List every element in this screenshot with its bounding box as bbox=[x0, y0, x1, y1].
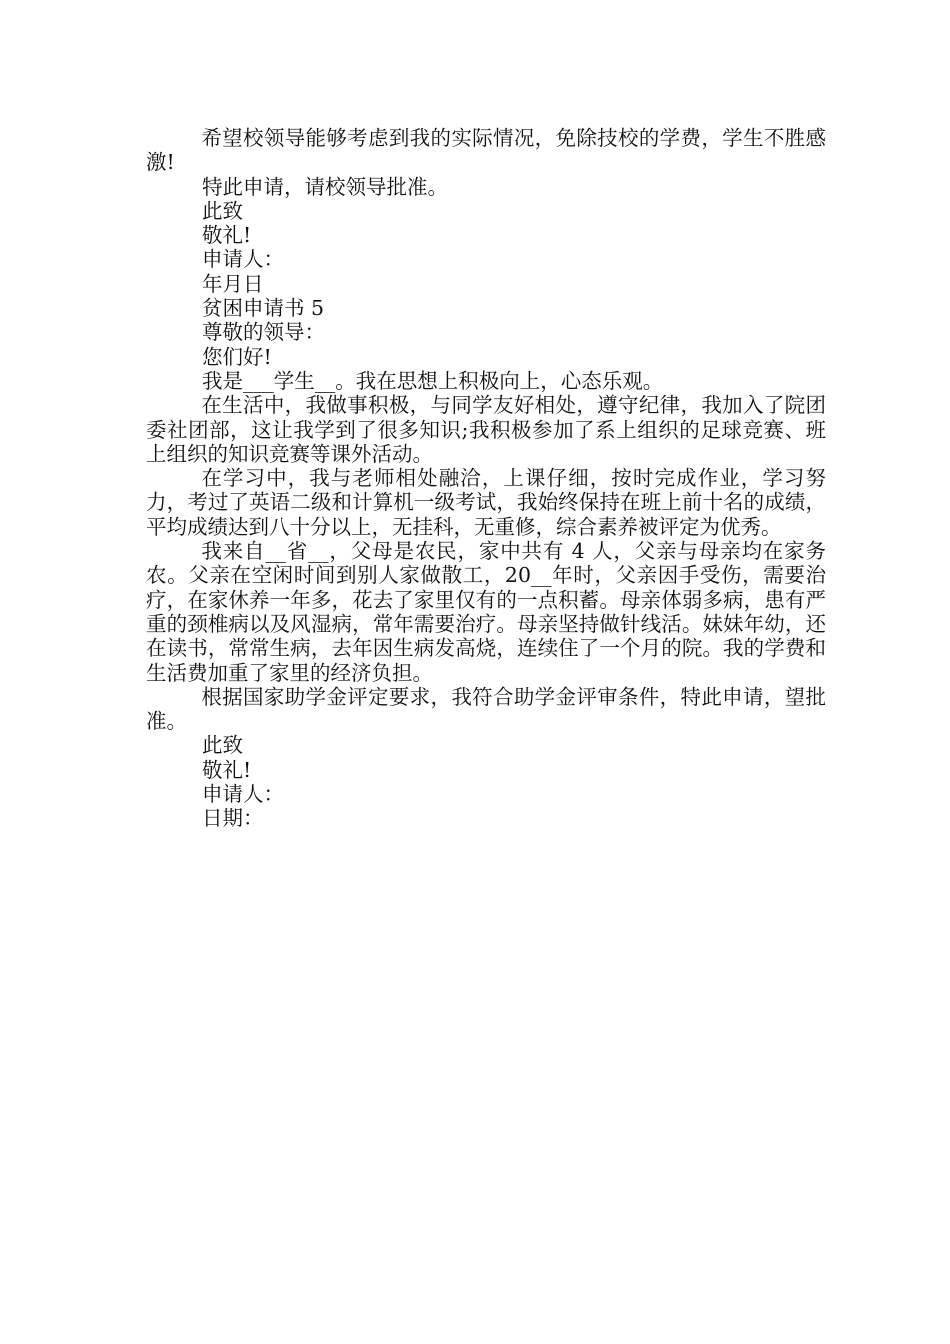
paragraph-study: 在学习中，我与老师相处融洽，上课仔细，按时完成作业，学习努力，考过了英语二级和计算机一级考试，我始终保持在班上前十名的成绩，平均成绩达到八十分以上，无挂科，无重修，综合素养被评定为优秀。 bbox=[146, 466, 826, 539]
line-request-approval: 特此申请，请校领导批准。 bbox=[202, 174, 448, 199]
line-applicant-2: 申请人： bbox=[202, 782, 284, 807]
line-closing-cizhi-2: 此致 bbox=[202, 733, 243, 758]
line-date: 日期： bbox=[202, 806, 264, 831]
line-date-placeholder: 年月日 bbox=[202, 271, 264, 296]
section-heading: 贫困申请书 5 bbox=[202, 296, 325, 321]
line-salutation: 尊敬的领导： bbox=[202, 320, 325, 345]
paragraph-life: 在生活中，我做事积极，与同学友好相处，遵守纪律，我加入了院团委社团部，这让我学到了很多知识;我积极参加了系上组织的足球竞赛、班上组织的知识竞赛等课外活动。 bbox=[146, 393, 826, 466]
line-applicant: 申请人： bbox=[202, 247, 284, 272]
paragraph-family: 我来自__省__，父母是农民，家中共有 4 人，父亲与母亲均在家务农。父亲在空闲时间到别人家做散工，20__年时，父亲因手受伤，需要治疗，在家休养一年多，花去了家里仅有的一点积蓄。母亲体弱多病，患有严重的颈椎病以及风湿病，常年需要治疗。母亲坚持做针线活。妹妹年幼，还在读书，常常生病，去年因生病发高烧，连续住了一个月的院。我的学费和生活费加重了家里的经济负担。 bbox=[146, 539, 826, 685]
paragraph-application: 根据国家助学金评定要求，我符合助学金评审条件，特此申请，望批准。 bbox=[146, 684, 826, 734]
line-closing-jingli-2: 敬礼! bbox=[202, 757, 252, 782]
line-closing-jingli: 敬礼! bbox=[202, 223, 252, 248]
line-self-intro: 我是___学生__。我在思想上积极向上，心态乐观。 bbox=[202, 368, 664, 393]
document-body bbox=[146, 126, 826, 831]
line-closing-cizhi: 此致 bbox=[202, 198, 243, 223]
paragraph-request-tuition-waiver: 希望校领导能够考虑到我的实际情况，免除技校的学费，学生不胜感激! bbox=[146, 126, 826, 175]
line-greeting: 您们好! bbox=[202, 344, 272, 369]
